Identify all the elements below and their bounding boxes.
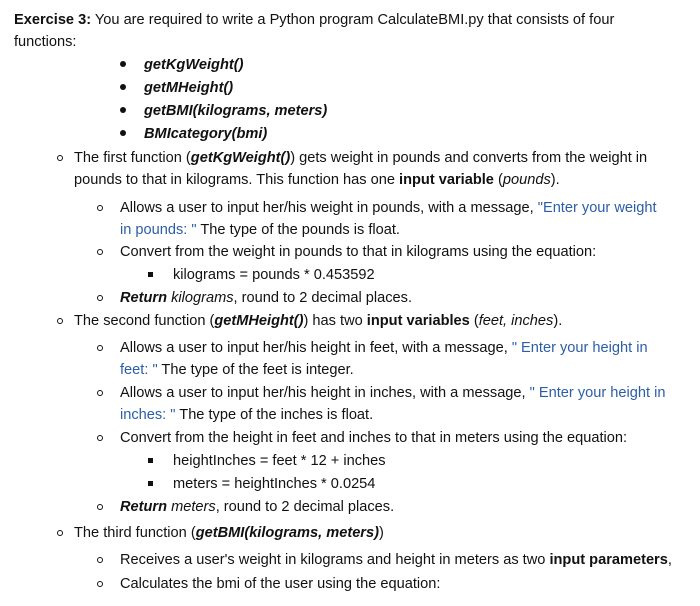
second-sub-2-line-2: inches: " The type of the inches is float. (120, 407, 374, 423)
second-sub-4: Return meters, round to 2 decimal places. (120, 499, 395, 515)
bullet-square-icon (148, 481, 153, 486)
intro-line-2: functions: (14, 34, 77, 50)
bullet-circle-icon (97, 390, 103, 396)
first-function-line-1: The first function (getKgWeight()) gets weight in pounds and converts from the weight in (74, 150, 648, 166)
second-sub-1-line-2: feet: " The type of the feet is integer. (120, 362, 354, 378)
third-sub-2: Calculates the bmi of the user using the equation: (120, 576, 441, 592)
first-sub-1-line-2: in pounds: " The type of the pounds is float. (120, 222, 400, 238)
first-sub-1-line-1: Allows a user to input her/his weight in pounds, with a message, "Enter your weight (120, 200, 657, 216)
second-function-line-1: The second function (getMHeight()) has two input variables (feet, inches). (74, 313, 563, 329)
bullet-disc-icon (120, 107, 126, 113)
function-list-item: getKgWeight() (120, 55, 243, 75)
first-sub-2: Convert from the weight in pounds to that in kilograms using the equation: (120, 244, 597, 260)
bullet-disc-icon (120, 61, 126, 67)
bullet-square-icon (148, 458, 153, 463)
bullet-circle-icon (97, 249, 103, 255)
bullet-circle-icon (57, 530, 63, 536)
bullet-disc-icon (120, 130, 126, 136)
function-list-item: getMHeight() (120, 78, 233, 98)
bullet-circle-icon (97, 205, 103, 211)
exercise-label: Exercise 3: (14, 12, 92, 28)
third-function-line-1: The third function (getBMI(kilograms, meters)) (74, 525, 384, 541)
first-sub-3: Return kilograms, round to 2 decimal places. (120, 290, 412, 306)
first-function-line-2: pounds to that in kilograms. This function has one input variable (pounds). (74, 172, 560, 188)
second-sub-2-line-1: Allows a user to input her/his height in inches, with a message, " Enter your height in (120, 385, 666, 401)
bullet-circle-icon (97, 581, 103, 587)
function-list-item: BMIcategory(bmi) (120, 124, 267, 144)
bullet-square-icon (148, 272, 153, 277)
bullet-circle-icon (97, 557, 103, 563)
second-equation-2: meters = heightInches * 0.0254 (173, 476, 376, 492)
bullet-circle-icon (57, 155, 63, 161)
bullet-circle-icon (97, 504, 103, 510)
bullet-circle-icon (97, 295, 103, 301)
bullet-circle-icon (97, 345, 103, 351)
function-list-item: getBMI(kilograms, meters) (120, 101, 327, 121)
second-sub-1-line-1: Allows a user to input her/his height in feet, with a message, " Enter your height in (120, 340, 648, 356)
bullet-circle-icon (97, 435, 103, 441)
second-sub-3: Convert from the height in feet and inches to that in meters using the equation: (120, 430, 628, 446)
bullet-circle-icon (57, 318, 63, 324)
second-equation-1: heightInches = feet * 12 + inches (173, 453, 386, 469)
first-equation: kilograms = pounds * 0.453592 (173, 267, 375, 283)
third-sub-1: Receives a user's weight in kilograms and height in meters as two input parameters, (120, 552, 672, 568)
intro-line-1: Exercise 3: You are required to write a Python program CalculateBMI.py that consists of four (14, 12, 615, 28)
bullet-disc-icon (120, 84, 126, 90)
